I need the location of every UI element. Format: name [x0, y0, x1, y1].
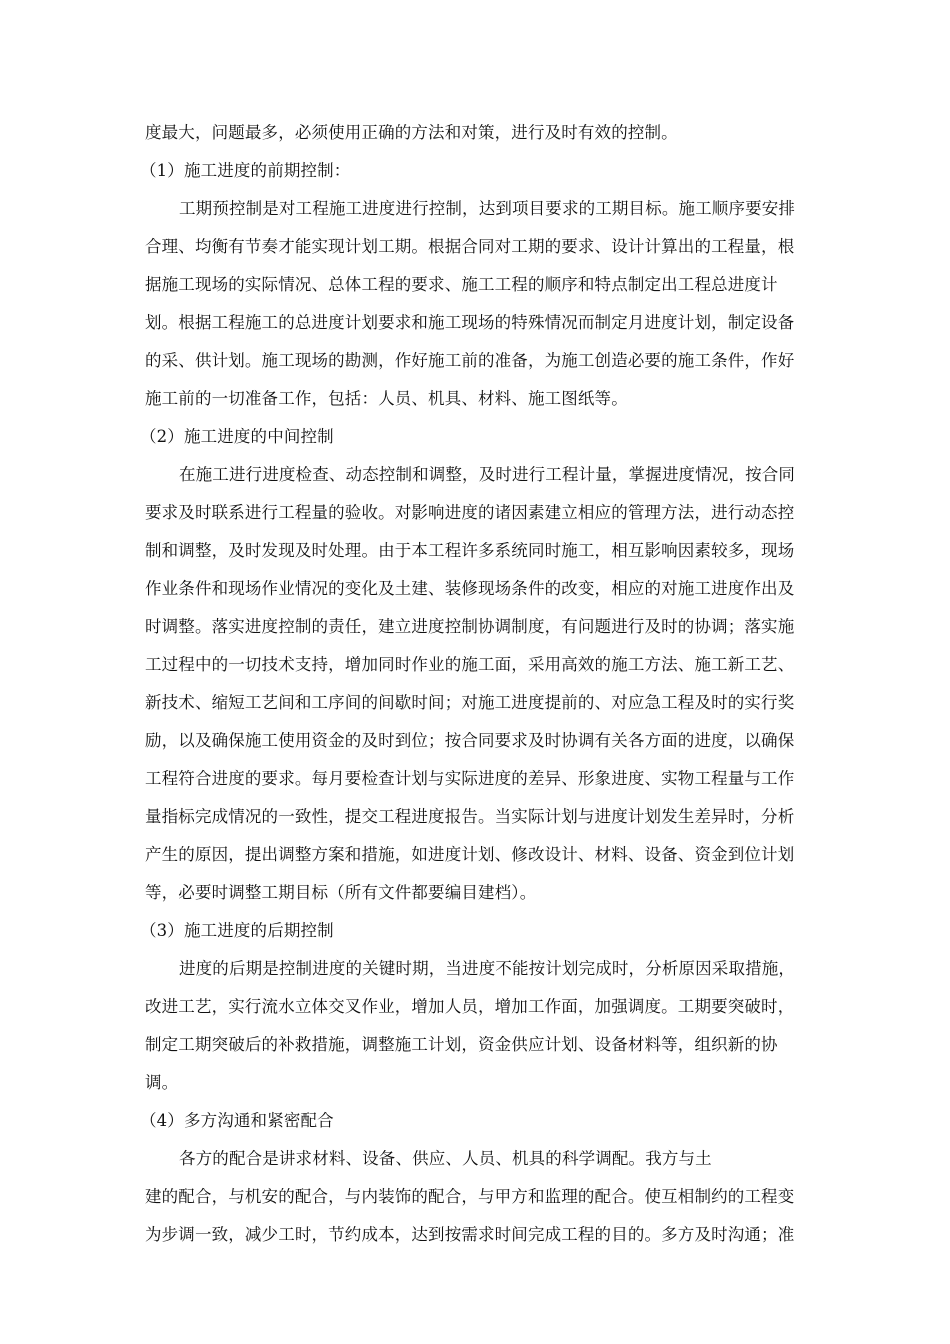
paragraph-line: 合理、均衡有节奏才能实现计划工期。根据合同对工期的要求、设计计算出的工程量，根 [145, 237, 795, 256]
paragraph-line: 的采、供计划。施工现场的勘测，作好施工前的准备，为施工创造必要的施工条件，作好 [145, 351, 795, 370]
section-heading: （4）多方沟通和紧密配合 [140, 1111, 334, 1130]
paragraph-line: 工过程中的一切技术支持，增加同时作业的施工面，采用高效的施工方法、施工新工艺、 [145, 655, 795, 674]
paragraph-line: 建的配合，与机安的配合，与内装饰的配合，与甲方和监理的配合。使互相制约的工程变 [145, 1187, 795, 1206]
paragraph-line: 工期预控制是对工程施工进度进行控制，达到项目要求的工期目标。施工顺序要安排 [179, 199, 796, 218]
paragraph-line: 产生的原因，提出调整方案和措施，如进度计划、修改设计、材料、设备、资金到位计划 [145, 845, 795, 864]
paragraph-line: 要求及时联系进行工程量的验收。对影响进度的诸因素建立相应的管理方法，进行动态控 [145, 503, 795, 522]
paragraph-line: 据施工现场的实际情况、总体工程的要求、施工工程的顺序和特点制定出工程总进度计 [145, 275, 778, 294]
paragraph-line: 度最大，问题最多，必须使用正确的方法和对策，进行及时有效的控制。 [145, 123, 678, 142]
section-heading: （2）施工进度的中间控制 [140, 427, 334, 446]
paragraph-line: 划。根据工程施工的总进度计划要求和施工现场的特殊情况而制定月进度计划，制定设备 [145, 313, 795, 332]
paragraph-line: 量指标完成情况的一致性，提交工程进度报告。当实际计划与进度计划发生差异时，分析 [145, 807, 795, 826]
paragraph-line: 进度的后期是控制进度的关键时期，当进度不能按计划完成时，分析原因采取措施， [179, 959, 796, 978]
section-heading: （3）施工进度的后期控制 [140, 921, 334, 940]
paragraph-line: 时调整。落实进度控制的责任，建立进度控制协调制度，有问题进行及时的协调；落实施 [145, 617, 795, 636]
paragraph-line: 等，必要时调整工期目标（所有文件都要编目建档）。 [145, 883, 537, 902]
section-heading: （1）施工进度的前期控制： [140, 161, 351, 180]
paragraph-line: 作业条件和现场作业情况的变化及土建、装修现场条件的改变，相应的对施工进度作出及 [145, 579, 795, 598]
paragraph-line: 调。 [145, 1073, 179, 1092]
paragraph-line: 新技术、缩短工艺间和工序间的间歇时间；对施工进度提前的、对应急工程及时的实行奖 [145, 693, 795, 712]
paragraph-line: 改进工艺，实行流水立体交叉作业，增加人员，增加工作面，加强调度。工期要突破时， [145, 997, 795, 1016]
paragraph-line: 制和调整，及时发现及时处理。由于本工程许多系统同时施工，相互影响因素较多，现场 [145, 541, 795, 560]
paragraph-line: 制定工期突破后的补救措施，调整施工计划，资金供应计划、设备材料等，组织新的协 [145, 1035, 778, 1054]
paragraph-line: 工程符合进度的要求。每月要检查计划与实际进度的差异、形象进度、实物工程量与工作 [145, 769, 795, 788]
paragraph-line: 在施工进行进度检查、动态控制和调整，及时进行工程计量，掌握进度情况，按合同 [179, 465, 796, 484]
paragraph-line: 为步调一致，减少工时，节约成本，达到按需求时间完成工程的目的。多方及时沟通；准 [145, 1225, 795, 1244]
paragraph-line: 各方的配合是讲求材料、设备、供应、人员、机具的科学调配。我方与土 [179, 1149, 712, 1168]
paragraph-line: 施工前的一切准备工作，包括：人员、机具、材料、施工图纸等。 [145, 389, 628, 408]
paragraph-line: 励，以及确保施工使用资金的及时到位；按合同要求及时协调有关各方面的进度，以确保 [145, 731, 795, 750]
